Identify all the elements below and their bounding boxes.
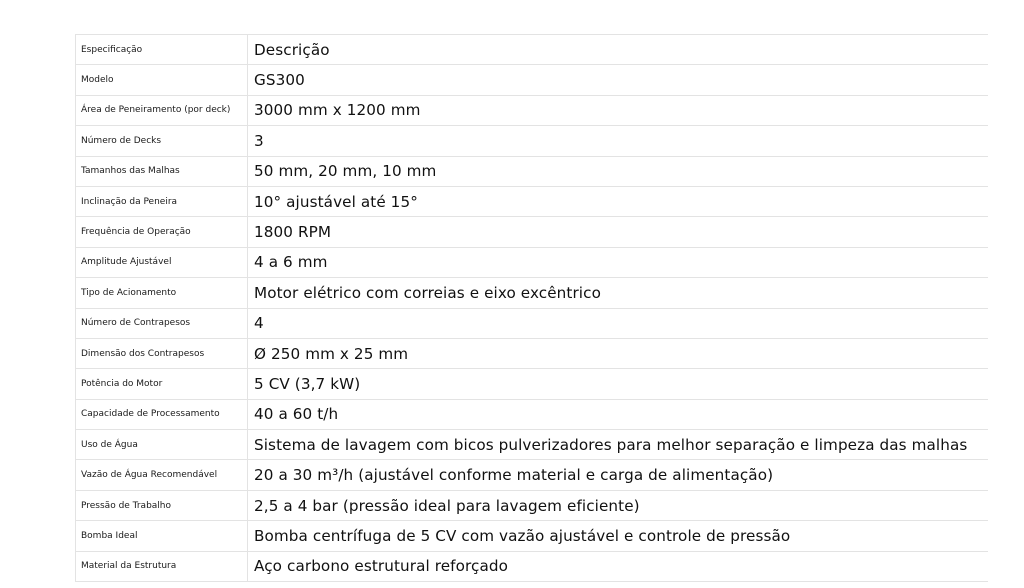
table-row	[76, 65, 989, 95]
spec-key: Área de Peneiramento (por deck)	[76, 95, 248, 125]
table-row	[76, 95, 989, 125]
spec-key: Inclinação da Peneira	[76, 186, 248, 216]
spec-value: Sistema de lavagem com bicos pulverizadores para melhor separação e limpeza das malhas	[248, 430, 989, 460]
table-row	[76, 460, 989, 490]
spec-key: Tamanhos das Malhas	[76, 156, 248, 186]
spec-key: Pressão de Trabalho	[76, 490, 248, 520]
spec-value: 2,5 a 4 bar (pressão ideal para lavagem eficiente)	[248, 490, 989, 520]
table-row	[76, 338, 989, 368]
spec-value: 3	[248, 126, 989, 156]
specifications-table	[75, 34, 988, 582]
spec-value: 4 a 6 mm	[248, 247, 989, 277]
spec-value: 5 CV (3,7 kW)	[248, 369, 989, 399]
spec-value: 1800 RPM	[248, 217, 989, 247]
spec-key: Bomba Ideal	[76, 521, 248, 551]
spec-key: Amplitude Ajustável	[76, 247, 248, 277]
spec-value: Bomba centrífuga de 5 CV com vazão ajustável e controle de pressão	[248, 521, 989, 551]
table-row	[76, 521, 989, 551]
table-row	[76, 399, 989, 429]
table-row	[76, 278, 989, 308]
spec-key: Vazão de Água Recomendável	[76, 460, 248, 490]
table-row	[76, 369, 989, 399]
spec-key: Frequência de Operação	[76, 217, 248, 247]
table-row	[76, 156, 989, 186]
spec-key: Material da Estrutura	[76, 551, 248, 581]
spec-value: Descrição	[248, 35, 989, 65]
table-row	[76, 551, 989, 581]
table-row	[76, 186, 989, 216]
table-row	[76, 126, 989, 156]
spec-value: GS300	[248, 65, 989, 95]
spec-value: Ø 250 mm x 25 mm	[248, 338, 989, 368]
table-row	[76, 430, 989, 460]
spec-value: 4	[248, 308, 989, 338]
spec-key: Potência do Motor	[76, 369, 248, 399]
spec-value: 10° ajustável até 15°	[248, 186, 989, 216]
table-row	[76, 308, 989, 338]
spec-key: Número de Contrapesos	[76, 308, 248, 338]
table-row	[76, 490, 989, 520]
spec-value: 20 a 30 m³/h (ajustável conforme material e carga de alimentação)	[248, 460, 989, 490]
spec-value: 3000 mm x 1200 mm	[248, 95, 989, 125]
spec-value: 40 a 60 t/h	[248, 399, 989, 429]
table-row	[76, 35, 989, 65]
spec-key: Especificação	[76, 35, 248, 65]
spec-key: Dimensão dos Contrapesos	[76, 338, 248, 368]
spec-key: Capacidade de Processamento	[76, 399, 248, 429]
spec-key: Modelo	[76, 65, 248, 95]
spec-key: Tipo de Acionamento	[76, 278, 248, 308]
spec-key: Uso de Água	[76, 430, 248, 460]
spec-value: 50 mm, 20 mm, 10 mm	[248, 156, 989, 186]
spec-value: Aço carbono estrutural reforçado	[248, 551, 989, 581]
spec-value: Motor elétrico com correias e eixo excêntrico	[248, 278, 989, 308]
table-row	[76, 247, 989, 277]
spec-key: Número de Decks	[76, 126, 248, 156]
table-row	[76, 217, 989, 247]
